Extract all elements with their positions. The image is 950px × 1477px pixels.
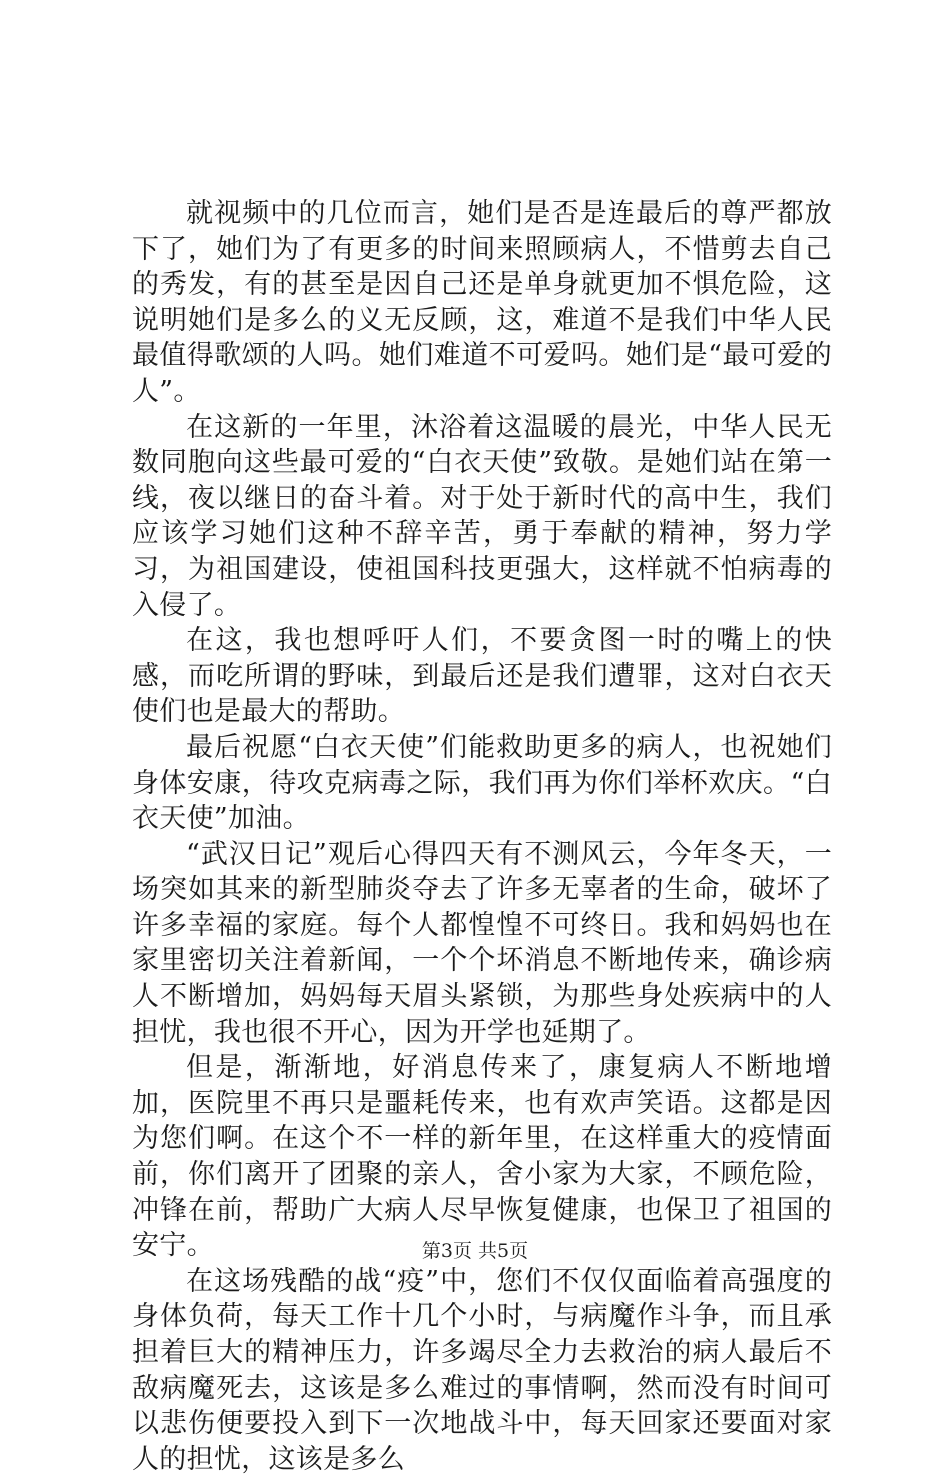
paragraph: 在这场残酷的战“疫”中，您们不仅仅面临着高强度的身体负荷，每天工作十几个小时，与病魔作斗争，而且承担着巨大的精神压力，许多竭尽全力去救治的病人最后不敌病魔死去，这该是多么难过的事情啊，然而没有时间可以悲伤便要投入到下一次地战斗中，每天回家还要面对家人的担忧，这该是多么 [132,1265,832,1475]
paragraph: 最后祝愿“白衣天使”们能救助更多的病人，也祝她们身体安康，待攻克病毒之际，我们再为你们举杯欢庆。“白衣天使”加油。 [132,731,832,835]
document-body [132,196,832,1477]
paragraph: “武汉日记”观后心得四天有不测风云，今年冬天，一场突如其来的新型肺炎夺去了许多无辜者的生命，破坏了许多幸福的家庭。每个人都惶惶不可终日。我和妈妈也在家里密切关注着新闻，一个个坏消息不断地传来，确诊病人不断增加，妈妈每天眉头紧锁，为那些身处疾病中的人担忧，我也很不开心，因为开学也延期了。 [132,838,832,1048]
paragraph: 在这新的一年里，沐浴着这温暖的晨光，中华人民无数同胞向这些最可爱的“白衣天使”致敬。是她们站在第一线，夜以继日的奋斗着。对于处于新时代的高中生，我们应该学习她们这种不辞辛苦，勇于奉献的精神，努力学习，为祖国建设，使祖国科技更强大，这样就不怕病毒的入侵了。 [132,411,832,621]
paragraph: 就视频中的几位而言，她们是否是连最后的尊严都放下了，她们为了有更多的时间来照顾病人，不惜剪去自己的秀发，有的甚至是因自己还是单身就更加不惧危险，这说明她们是多么的义无反顾，这，难道不是我们中华人民最值得歌颂的人吗。她们难道不可爱吗。她们是“最可爱的人”。 [132,198,832,407]
page-footer: 第3页 共5页 [421,1240,529,1262]
paragraph: 在这，我也想呼吁人们，不要贪图一时的嘴上的快感，而吃所谓的野味，到最后还是我们遭罪，这对白衣天使们也是最大的帮助。 [132,625,832,728]
paragraph: 但是，渐渐地，好消息传来了，康复病人不断地增加，医院里不再只是噩耗传来，也有欢声笑语。这都是因为您们啊。在这个不一样的新年里，在这样重大的疫情面前，你们离开了团聚的亲人，舍小家为大家，不顾危险，冲锋在前，帮助广大病人尽早恢复健康，也保卫了祖国的安宁。 [132,1052,832,1262]
